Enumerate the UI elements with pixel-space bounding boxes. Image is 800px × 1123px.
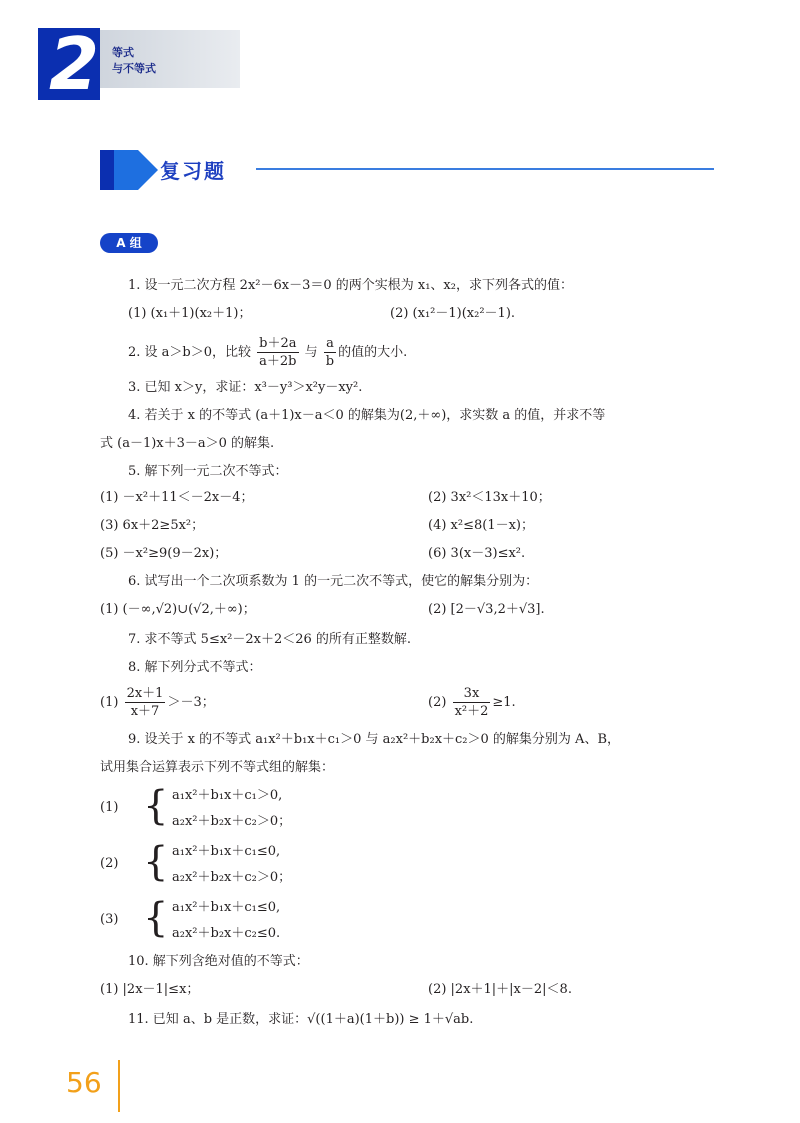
question-5-part-4: (4) x²≤8(1－x)；	[428, 518, 534, 533]
question-9-part-3-row-2: a₂x²＋b₂x＋c₂≤0.	[172, 926, 281, 941]
fraction-denominator: a＋2b	[259, 354, 297, 369]
question-10-part-1: (1) |2x－1|≤x；	[100, 982, 200, 997]
left-brace-icon: {	[143, 783, 169, 829]
question-9-part-1-label: (1)	[100, 800, 119, 815]
question-9-part-1-row-2: a₂x²＋b₂x＋c₂＞0；	[172, 814, 292, 829]
question-5: 5. 解下列一元二次不等式：	[128, 464, 288, 479]
chapter-title-line2: 与不等式	[112, 62, 156, 75]
question-1-part-1: (1) (x₁＋1)(x₂＋1)；	[128, 306, 252, 321]
question-8-part-1	[100, 684, 215, 722]
section-title: 复习题	[160, 159, 226, 183]
question-2-connector: 与	[304, 345, 318, 360]
question-5-part-1: (1) －x²＋11＜－2x－4；	[100, 490, 254, 505]
left-brace-icon: {	[143, 839, 169, 885]
question-9-part-2-row-2: a₂x²＋b₂x＋c₂＞0；	[172, 870, 292, 885]
fraction-numerator: 2x＋1	[126, 686, 164, 701]
question-6-part-1: (1) (－∞,√2)∪(√2,＋∞)；	[100, 602, 256, 617]
chapter-number: 2	[48, 22, 100, 106]
question-6-part-2: (2) [2－√3,2＋√3].	[428, 602, 545, 617]
question-8: 8. 解下列分式不等式：	[128, 660, 262, 675]
question-9-part-2-label: (2)	[100, 856, 119, 871]
question-6: 6. 试写出一个二次项系数为 1 的一元二次不等式，使它的解集分别为：	[128, 574, 539, 589]
question-5-part-6: (6) 3(x－3)≤x².	[428, 546, 526, 561]
question-9-part-1-row-1: a₁x²＋b₁x＋c₁＞0,	[172, 788, 283, 803]
fraction-numerator: 3x	[453, 685, 491, 703]
question-5-part-2: (2) 3x²＜13x＋10；	[428, 490, 551, 505]
fraction-denominator: b	[325, 354, 335, 369]
question-9-part-3-label: (3)	[100, 912, 119, 927]
question-8-part-2-suffix: ≥1.	[492, 695, 516, 710]
question-10: 10. 解下列含绝对值的不等式：	[128, 954, 309, 969]
question-2	[128, 334, 407, 372]
fraction-denominator: x＋7	[130, 704, 160, 719]
question-2-suffix: 的值的大小.	[338, 345, 408, 360]
question-11: 11. 已知 a、b 是正数，求证：√((1＋a)(1＋b)) ≥ 1＋√ab.	[128, 1012, 474, 1027]
question-7: 7. 求不等式 5≤x²－2x＋2＜26 的所有正整数解.	[128, 632, 412, 647]
group-label: A 组	[100, 233, 158, 253]
question-10-part-2: (2) |2x＋1|＋|x－2|＜8.	[428, 982, 572, 997]
question-9-part-3-row-1: a₁x²＋b₁x＋c₁≤0,	[172, 900, 281, 915]
fraction-numerator: a	[324, 335, 336, 353]
question-2-fraction-1	[257, 335, 298, 370]
question-4-line-2: 式 (a－1)x＋3－a＞0 的解集.	[100, 436, 275, 451]
question-2-text: 2. 设 a＞b＞0，比较	[128, 345, 252, 360]
page-number-bar	[118, 1060, 120, 1112]
question-1: 1. 设一元二次方程 2x²－6x－3＝0 的两个实根为 x₁、x₂，求下列各式的值：	[128, 278, 573, 293]
question-1-part-2: (2) (x₁²－1)(x₂²－1).	[390, 306, 516, 321]
question-8-fraction-1	[125, 685, 166, 720]
chapter-title-line1: 等式	[112, 46, 134, 59]
question-9-line-2: 试用集合运算表示下列不等式组的解集：	[100, 760, 335, 775]
question-3: 3. 已知 x＞y，求证：x³－y³＞x²y－xy².	[128, 380, 363, 395]
fraction-denominator: x²＋2	[454, 704, 489, 719]
question-2-fraction-2	[324, 335, 336, 370]
question-8-part-2	[428, 684, 516, 722]
question-8-fraction-2	[453, 685, 491, 720]
fraction-numerator: b＋2a	[259, 336, 297, 351]
question-5-part-5: (5) －x²≥9(9－2x)；	[100, 546, 228, 561]
question-5-part-3: (3) 6x＋2≥5x²；	[100, 518, 205, 533]
part-label: (2)	[428, 695, 447, 710]
section-divider	[256, 168, 714, 170]
question-9-line-1: 9. 设关于 x 的不等式 a₁x²＋b₁x＋c₁＞0 与 a₂x²＋b₂x＋c₂＞0 的解集分别为 A、B，	[128, 732, 621, 747]
part-label: (1)	[100, 695, 119, 710]
left-brace-icon: {	[143, 895, 169, 941]
question-9-part-2-row-1: a₁x²＋b₁x＋c₁≤0,	[172, 844, 281, 859]
page-number: 56	[66, 1066, 102, 1099]
question-4-line-1: 4. 若关于 x 的不等式 (a＋1)x－a＜0 的解集为(2,＋∞)，求实数 a 的值，并求不等	[128, 408, 606, 423]
question-8-part-1-suffix: ＞－3；	[167, 695, 215, 710]
